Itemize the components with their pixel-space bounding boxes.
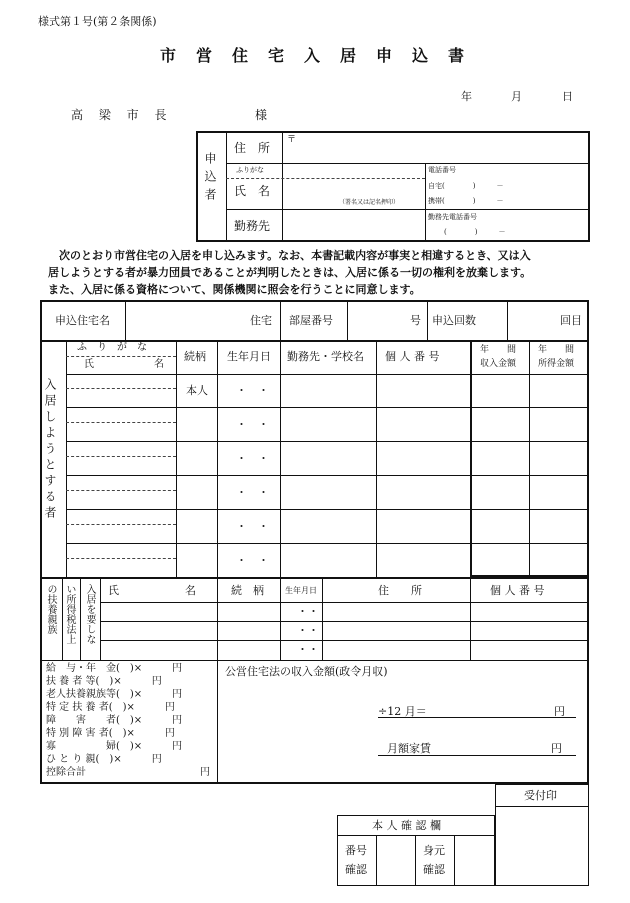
birth-dots-3[interactable]: ・ ・: [236, 452, 269, 465]
dep-col-individual-number: 個 人 番 号: [490, 584, 545, 597]
room-suffix: 号: [410, 314, 421, 327]
deduction-elderly: 老人扶養親族等( )× 円: [46, 689, 183, 700]
statement-line-1: 次のとおり市営住宅の入居を申し込みます。なお、本書記載内容が事実と相違するとき、又は入: [48, 249, 531, 262]
col-annual-income-1: 年 間: [480, 345, 517, 355]
col-annual-earned-2: 所得金額: [538, 359, 575, 369]
monthly-rent-label: 月額家賃: [387, 742, 431, 755]
dependents-side-a: の扶養親族: [45, 584, 56, 634]
dep-col-address: 住 所: [378, 584, 422, 597]
income-div-12: ÷12 月＝: [378, 705, 427, 718]
dep-col-relation: 続 柄: [231, 584, 264, 597]
col-name: 氏 名: [84, 359, 164, 370]
address-field[interactable]: [300, 134, 585, 160]
dep-birth-dots-1[interactable]: ・・: [297, 605, 319, 618]
mobile-phone[interactable]: 携帯( ) －: [428, 197, 504, 205]
page-title: 市営住宅入居申込書: [160, 46, 485, 65]
income-calc-title: 公営住宅法の収入金額(政令月収): [225, 665, 388, 678]
col-birthdate: 生年月日: [227, 350, 271, 363]
monthly-income-field[interactable]: [430, 702, 550, 718]
deduction-dependents: 扶 養 者 等( )× 円: [46, 676, 162, 687]
income-yen: 円: [554, 705, 565, 718]
residents-side-label: 入居しようとする者: [43, 378, 57, 522]
receipt-stamp-label: 受付印: [524, 789, 557, 802]
identity-num-confirm: 確認: [345, 863, 367, 876]
statement-line-2: 居しようとする者が暴力団員であることが判明したときは、入居に係る一切の権利を放棄します。: [48, 266, 532, 279]
name-label: 氏 名: [234, 184, 271, 198]
workplace-label: 勤務先: [234, 219, 271, 233]
address-label: 住 所: [234, 141, 271, 155]
phone-label: 電話番号: [428, 166, 456, 174]
dep-birth-dots-2[interactable]: ・・: [297, 624, 319, 637]
identity-body-label: 身元: [423, 844, 445, 857]
date-year: 年: [461, 90, 472, 103]
deduction-total-label: 控除合計: [46, 767, 86, 778]
deduction-specific: 特 定 扶 養 者( )× 円: [46, 702, 175, 713]
col-workplace-school: 勤務先・学校名: [287, 350, 364, 363]
housing-name-label: 申込住宅名: [55, 314, 110, 327]
work-phone[interactable]: ( ) －: [444, 228, 506, 236]
deduction-special-disabled: 特 別 障 害 者( )× 円: [46, 728, 175, 739]
furigana-field[interactable]: [286, 165, 422, 177]
form-number: 様式第１号(第２条関係): [38, 15, 157, 28]
sign-note: （署名又は記名押印）: [339, 199, 400, 206]
deduction-salary: 給 与・年 金( )× 円: [46, 663, 183, 674]
identity-check-title: 本 人 確 認 欄: [372, 819, 441, 832]
col-relation: 続柄: [184, 350, 206, 363]
dependents-side-b: い所得税法上: [64, 584, 75, 644]
rent-yen: 円: [551, 742, 562, 755]
housing-name-field[interactable]: [128, 303, 246, 337]
dep-col-birthdate: 生年月日: [285, 586, 317, 595]
workplace-field[interactable]: [286, 212, 422, 238]
room-number-field[interactable]: [350, 303, 406, 337]
addressee-mayor: 高 梁 市 長: [71, 108, 173, 122]
home-phone[interactable]: 自宅( ) －: [428, 182, 504, 190]
identity-body-confirm: 確認: [423, 863, 445, 876]
furigana-label: ふりがな: [236, 166, 264, 174]
room-number-label: 部屋番号: [289, 314, 333, 327]
identity-num-label: 番号: [345, 844, 367, 857]
postal-mark: 〒: [287, 135, 297, 145]
deduction-disabled: 障 害 者( )× 円: [46, 715, 183, 726]
birth-dots-6[interactable]: ・ ・: [236, 554, 269, 567]
application-count-field[interactable]: [510, 303, 555, 337]
monthly-rent-field[interactable]: [450, 740, 546, 756]
housing-suffix: 住宅: [250, 314, 272, 327]
birth-dots-5[interactable]: ・ ・: [236, 520, 269, 533]
dep-col-name: 氏 名: [108, 584, 196, 597]
applicant-side-label: 申込者: [203, 152, 217, 206]
col-individual-number: 個 人 番 号: [385, 350, 440, 363]
deduction-total-unit: 円: [200, 767, 210, 778]
statement-line-3: また、入居に係る資格について、関係機関に照会を行うことに同意します。: [48, 283, 421, 296]
relation-self: 本人: [186, 384, 208, 397]
dep-birth-dots-3[interactable]: ・・: [297, 643, 319, 656]
col-annual-earned-1: 年 間: [538, 345, 575, 355]
work-phone-label: 勤務先電話番号: [428, 213, 477, 221]
date-month: 月: [511, 90, 522, 103]
col-annual-income-2: 収入金額: [480, 359, 517, 369]
application-count-label: 申込回数: [432, 314, 476, 327]
dependents-side-c: 入居を要しな: [84, 584, 95, 644]
birth-dots-4[interactable]: ・ ・: [236, 486, 269, 499]
name-field[interactable]: [286, 180, 422, 198]
deduction-single-parent: ひ と り 親( )× 円: [46, 754, 162, 765]
col-furigana: ふ り が な: [77, 342, 147, 353]
birth-dots-2[interactable]: ・ ・: [236, 418, 269, 431]
date-day: 日: [562, 90, 573, 103]
addressee-sama: 様: [255, 108, 268, 122]
count-suffix: 回目: [560, 314, 582, 327]
birth-dots-1[interactable]: ・ ・: [236, 384, 269, 397]
deduction-widow: 寡 婦( )× 円: [46, 741, 183, 752]
